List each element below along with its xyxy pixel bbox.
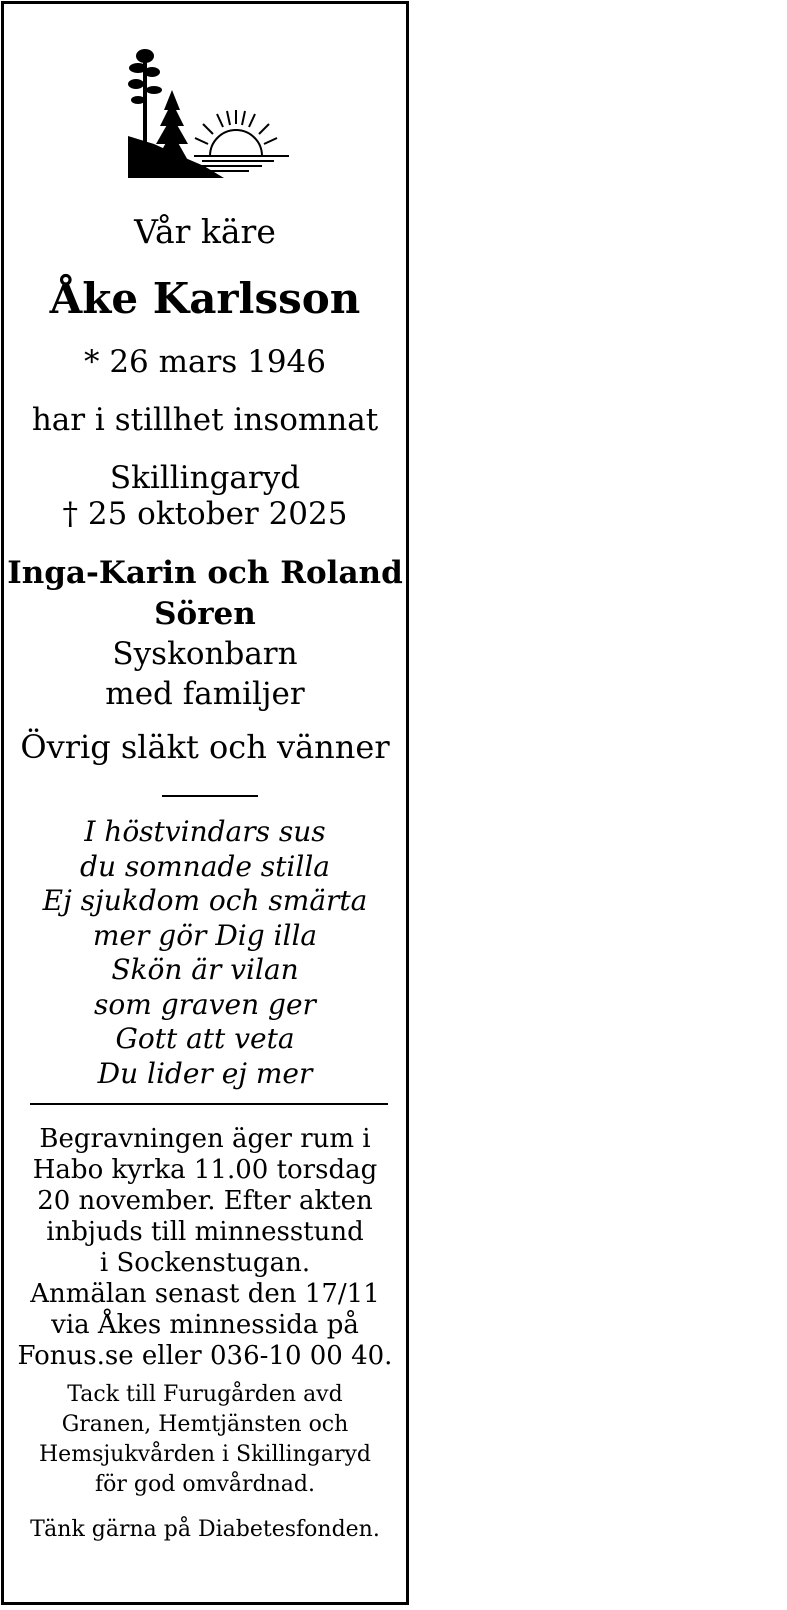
- funeral-info-line: inbjuds till minnesstund: [46, 1217, 364, 1247]
- death-date: † 25 oktober 2025: [62, 496, 348, 532]
- others-text: Övrig släkt och vänner: [20, 728, 390, 766]
- verse-line: mer gör Dig illa: [92, 919, 318, 952]
- passed-text: har i stillhet insomnat: [31, 402, 379, 438]
- birth-date: * 26 mars 1946: [83, 344, 326, 380]
- short-divider: [162, 795, 258, 797]
- mourner-line: med familjer: [105, 676, 305, 712]
- deceased-name: Åke Karlsson: [49, 274, 361, 323]
- funeral-info-line: 20 november. Efter akten: [37, 1186, 373, 1216]
- mourner-line: Sören: [154, 596, 256, 632]
- verse-line: du somnade stilla: [80, 850, 330, 883]
- obituary-notice: [1, 1, 409, 1605]
- thanks-line: Hemsjukvården i Skillingaryd: [39, 1442, 371, 1467]
- verse-line: Du lider ej mer: [97, 1057, 313, 1090]
- thanks-line: för god omvårdnad.: [95, 1472, 315, 1497]
- mourner-line: Syskonbarn: [112, 636, 298, 672]
- funeral-info-line: via Åkes minnessida på: [51, 1310, 359, 1340]
- funeral-info-line: Fonus.se eller 036-10 00 40.: [17, 1341, 393, 1371]
- funeral-info-line: Anmälan senast den 17/11: [30, 1279, 380, 1309]
- mourner-line: Inga-Karin och Roland: [7, 555, 403, 591]
- thanks-line: Tack till Furugården avd: [67, 1382, 343, 1407]
- funeral-info-line: Begravningen äger rum i: [39, 1124, 371, 1154]
- intro-text: Vår käre: [134, 212, 276, 251]
- rising-sun-icon: [195, 110, 277, 156]
- funeral-info-line: Habo kyrka 11.00 torsdag: [32, 1155, 378, 1185]
- verse-line: Skön är vilan: [111, 953, 299, 986]
- verse-line: som graven ger: [94, 988, 316, 1021]
- donation-text: Tänk gärna på Diabetesfonden.: [30, 1517, 380, 1542]
- verse-line: Ej sjukdom och smärta: [42, 884, 368, 917]
- thanks-line: Granen, Hemtjänsten och: [61, 1412, 349, 1437]
- verse-line: Gott att veta: [115, 1022, 295, 1055]
- long-divider: [30, 1103, 388, 1105]
- funeral-info-line: i Sockenstugan.: [99, 1248, 311, 1278]
- spruce-tree-icon: [154, 90, 190, 174]
- verse-line: I höstvindars sus: [84, 815, 326, 848]
- place-name: Skillingaryd: [109, 460, 301, 496]
- landscape-emblem-icon: [124, 44, 294, 184]
